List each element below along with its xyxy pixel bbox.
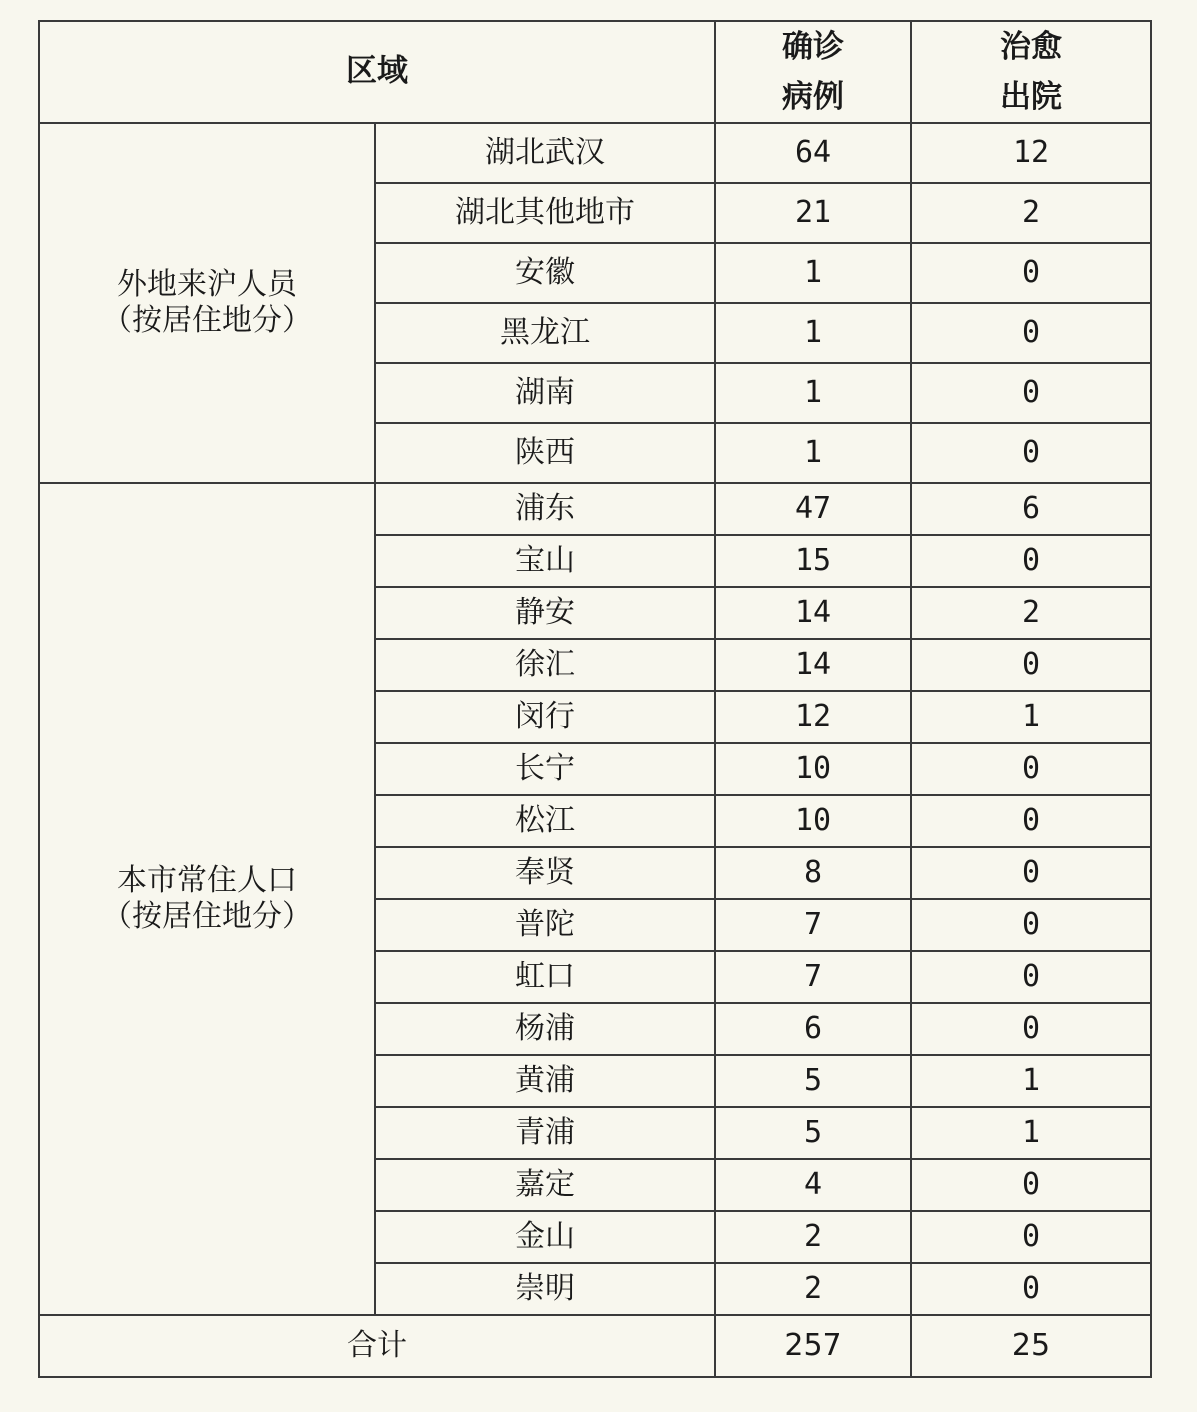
header-region: 区域	[39, 21, 715, 123]
table-row	[39, 483, 1151, 535]
recovered-cell: 12	[911, 123, 1151, 183]
region-cell: 陕西	[375, 423, 715, 483]
confirmed-cell: 10	[715, 743, 911, 795]
group-label-line2: （按居住地分）	[102, 899, 312, 934]
region-cell: 金山	[375, 1211, 715, 1263]
region-cell: 嘉定	[375, 1159, 715, 1211]
region-cell: 湖北武汉	[375, 123, 715, 183]
confirmed-cell: 64	[715, 123, 911, 183]
region-cell: 杨浦	[375, 1003, 715, 1055]
recovered-cell: 0	[911, 1263, 1151, 1315]
recovered-cell: 0	[911, 951, 1151, 1003]
region-cell: 黄浦	[375, 1055, 715, 1107]
confirmed-cell: 10	[715, 795, 911, 847]
confirmed-cell: 1	[715, 423, 911, 483]
region-cell: 青浦	[375, 1107, 715, 1159]
confirmed-cell: 14	[715, 587, 911, 639]
group-label-line2: （按居住地分）	[102, 303, 312, 338]
recovered-cell: 0	[911, 363, 1151, 423]
recovered-cell: 0	[911, 535, 1151, 587]
confirmed-cell: 14	[715, 639, 911, 691]
confirmed-cell: 1	[715, 303, 911, 363]
confirmed-cell: 47	[715, 483, 911, 535]
recovered-cell: 0	[911, 899, 1151, 951]
confirmed-cell: 2	[715, 1263, 911, 1315]
header-row	[39, 21, 1151, 123]
case-table	[38, 20, 1152, 1378]
total-row	[39, 1315, 1151, 1377]
confirmed-cell: 8	[715, 847, 911, 899]
confirmed-cell: 15	[715, 535, 911, 587]
total-label: 合计	[39, 1315, 715, 1377]
confirmed-cell: 4	[715, 1159, 911, 1211]
region-cell: 黑龙江	[375, 303, 715, 363]
region-cell: 浦东	[375, 483, 715, 535]
group-label-line1: 本市常住人口	[117, 863, 297, 898]
header-recovered-line1: 治愈	[1000, 29, 1062, 65]
group-label	[39, 483, 375, 1315]
confirmed-cell: 12	[715, 691, 911, 743]
region-cell: 虹口	[375, 951, 715, 1003]
total-confirmed: 257	[715, 1315, 911, 1377]
region-cell: 宝山	[375, 535, 715, 587]
recovered-cell: 1	[911, 691, 1151, 743]
confirmed-cell: 5	[715, 1055, 911, 1107]
region-cell: 安徽	[375, 243, 715, 303]
recovered-cell: 0	[911, 1003, 1151, 1055]
table-body	[39, 123, 1151, 1315]
recovered-cell: 0	[911, 1159, 1151, 1211]
region-cell: 普陀	[375, 899, 715, 951]
region-cell: 松江	[375, 795, 715, 847]
confirmed-cell: 7	[715, 899, 911, 951]
confirmed-cell: 7	[715, 951, 911, 1003]
group-label-line1: 外地来沪人员	[117, 267, 297, 302]
recovered-cell: 0	[911, 639, 1151, 691]
region-cell: 湖南	[375, 363, 715, 423]
region-cell: 闵行	[375, 691, 715, 743]
region-cell: 崇明	[375, 1263, 715, 1315]
region-cell: 奉贤	[375, 847, 715, 899]
recovered-cell: 2	[911, 183, 1151, 243]
recovered-cell: 0	[911, 243, 1151, 303]
recovered-cell: 0	[911, 303, 1151, 363]
region-cell: 静安	[375, 587, 715, 639]
confirmed-cell: 5	[715, 1107, 911, 1159]
header-confirmed-line2: 病例	[782, 79, 844, 115]
confirmed-cell: 1	[715, 363, 911, 423]
header-recovered-line2: 出院	[1000, 79, 1062, 115]
confirmed-cell: 2	[715, 1211, 911, 1263]
table-row	[39, 123, 1151, 183]
recovered-cell: 2	[911, 587, 1151, 639]
region-cell: 徐汇	[375, 639, 715, 691]
confirmed-cell: 6	[715, 1003, 911, 1055]
region-cell: 长宁	[375, 743, 715, 795]
recovered-cell: 0	[911, 743, 1151, 795]
header-confirmed	[715, 21, 911, 123]
recovered-cell: 0	[911, 423, 1151, 483]
confirmed-cell: 21	[715, 183, 911, 243]
recovered-cell: 0	[911, 1211, 1151, 1263]
total-recovered: 25	[911, 1315, 1151, 1377]
recovered-cell: 1	[911, 1107, 1151, 1159]
recovered-cell: 1	[911, 1055, 1151, 1107]
recovered-cell: 0	[911, 795, 1151, 847]
recovered-cell: 0	[911, 847, 1151, 899]
region-cell: 湖北其他地市	[375, 183, 715, 243]
group-label	[39, 123, 375, 483]
recovered-cell: 6	[911, 483, 1151, 535]
confirmed-cell: 1	[715, 243, 911, 303]
header-confirmed-line1: 确诊	[782, 29, 844, 65]
header-recovered	[911, 21, 1151, 123]
